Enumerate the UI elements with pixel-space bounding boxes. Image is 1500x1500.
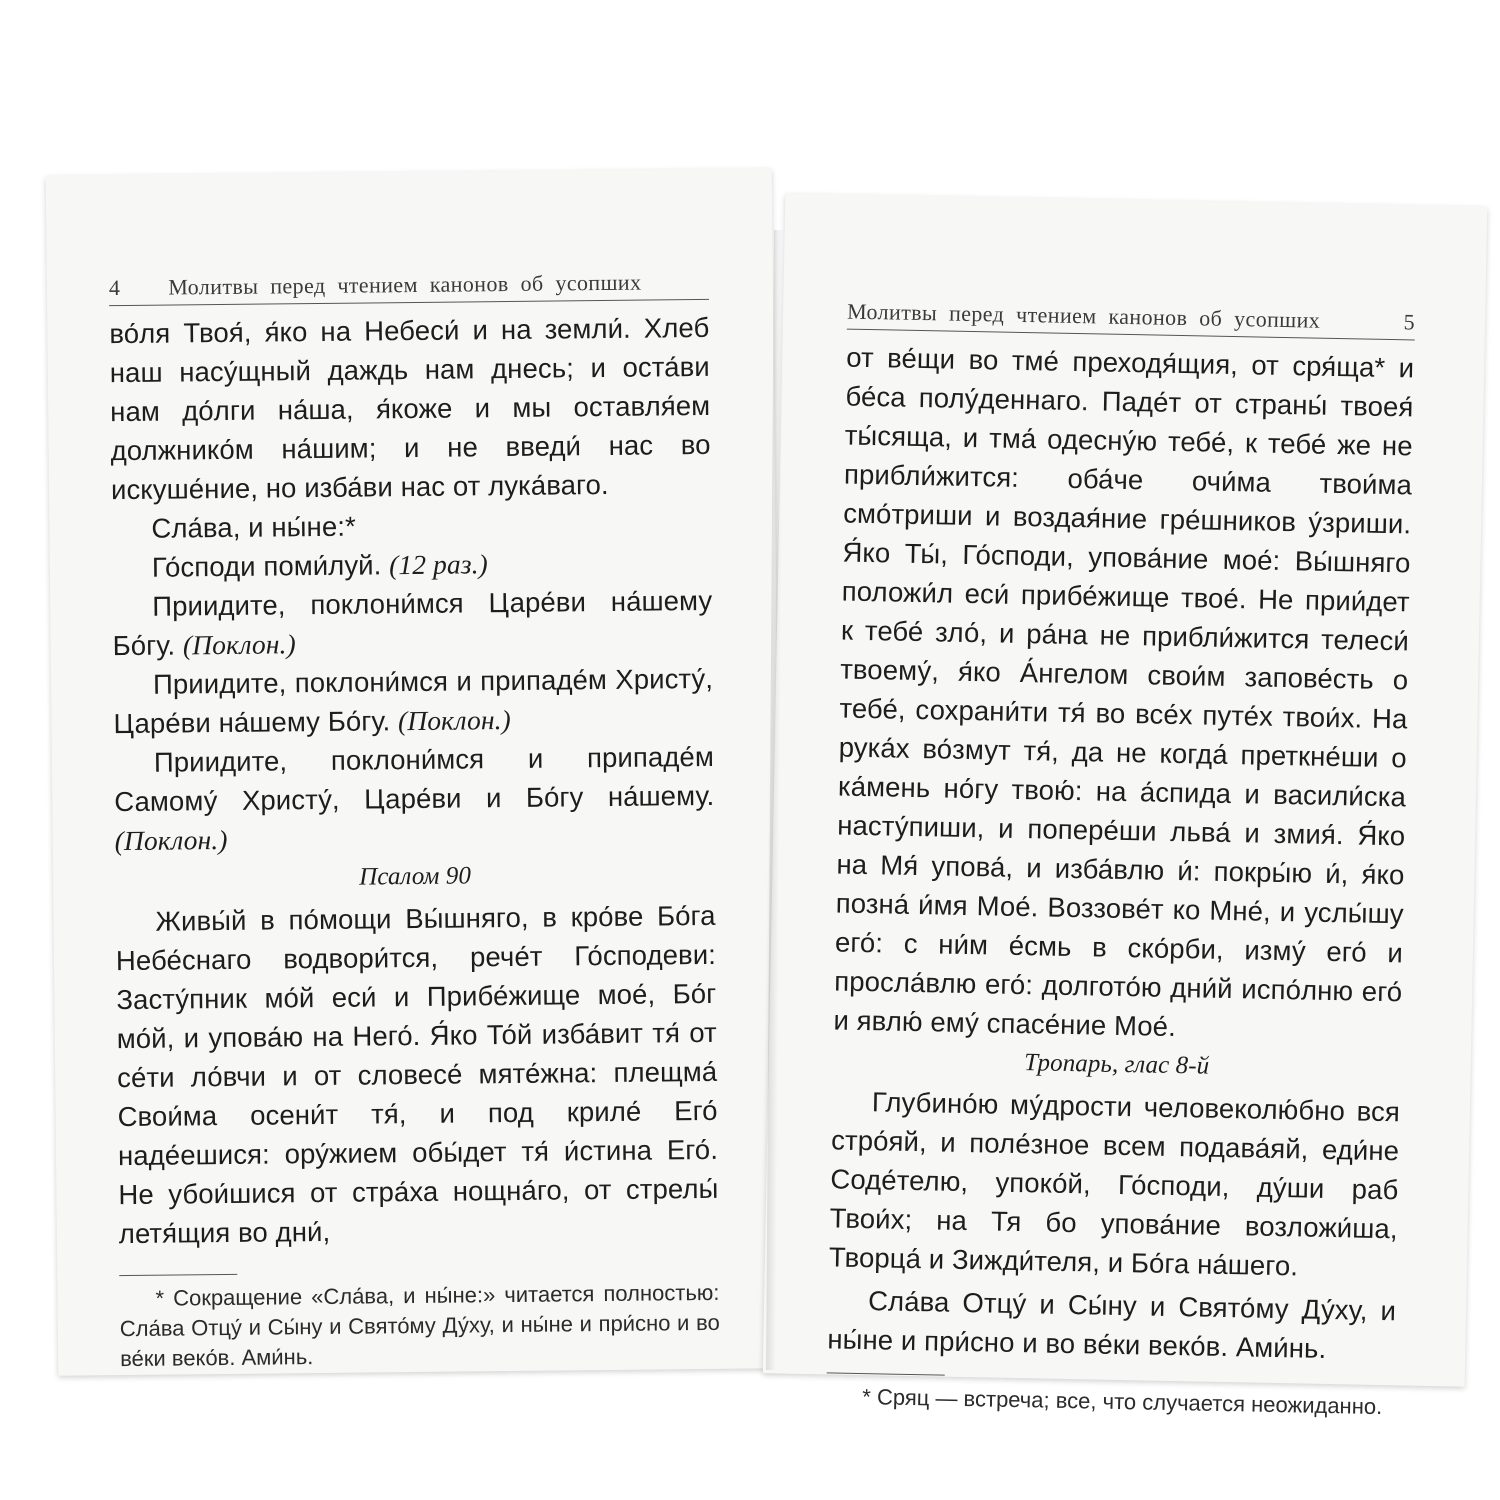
left-page — [46, 168, 785, 1376]
paragraph-text: Приидите, поклони́мся и припаде́м Самому́ Христу́, Царе́ви и Бо́гу на́шему. — [114, 740, 715, 818]
paragraph: Сла́ва Отцу́ и Сы́ну и Свято́му Ду́ху, и ны́не и при́сно и во ве́ки веко́в. Ами́нь. — [827, 1285, 1397, 1364]
paragraph — [111, 503, 711, 548]
running-head-left — [109, 269, 709, 306]
rubric-note: (Поклон.) — [182, 628, 296, 661]
page-number: 5 — [1403, 309, 1416, 335]
page-number: 4 — [108, 275, 121, 301]
section-heading: Псалом 90 — [359, 862, 472, 891]
paragraph-text: Приидите, поклони́мся и припаде́м Христу́, Царе́ви на́шему Бо́гу. — [113, 662, 714, 740]
right-page-body — [827, 338, 1414, 1370]
footnote: * Сокращение «Сла́ва, и ны́не:» читается полностью: Сла́ва Отцу́ и Сы́ну и Свято́му Ду́ху, и ны́не и при́сно и во ве́ки веко́в. Ами́нь. — [119, 1279, 720, 1372]
running-title: Молитвы перед чтением канонов об усопших — [846, 298, 1321, 333]
right-page — [763, 193, 1488, 1420]
paragraph: Живы́й в по́мощи Вы́шняго, в кро́ве Бо́га Небе́снаго водвори́тся, рече́т Го́сподеви: Засту́пник мо́й еси́ и Прибе́жище мое́, Бо́г мо́й, и упова́ю на Него́. Я́ко То́й изба́вит тя́ от се́ти ло́вчи и от словесе́ мяте́жна: плещма́ Свои́ма осени́т тя́, и под криле́ Его́ наде́ешися: ору́жием обы́дет тя́ и́стина Его́. Не убои́шися от стра́ха нощна́го, от стрелы́ летя́щия во дни́, — [115, 899, 719, 1250]
paragraph — [112, 581, 713, 665]
footnote-divider — [827, 1372, 945, 1375]
paragraph-text: Го́споди поми́луй. — [151, 549, 382, 583]
paragraph — [114, 737, 715, 860]
running-title: Молитвы перед чтением канонов об усопших — [168, 269, 642, 300]
footnote: * Сряц — встреча; все, что случается неожиданно. — [862, 1384, 1383, 1420]
paragraph: во́ля Твоя́, я́ко на Небеси́ и на земли́. Хлеб наш насу́щный даждь нам днесь; и оста́ви нам до́лги на́ша, я́коже и мы оставля́ем должнико́м на́шим; и не введи́ нас во искуше́ние, но изба́ви нас от лука́ваго. — [109, 311, 711, 506]
paragraph-text: Сла́ва, и ны́не:* — [151, 510, 356, 544]
section-heading: Тропарь, глас 8-й — [1023, 1049, 1210, 1080]
paragraph-text: Приидите, поклони́мся Царе́ви на́шему Бо́гу. — [112, 584, 713, 662]
paragraph: от ве́щи во тме́ преходя́щия, от сря́ща* и бе́са полу́деннаго. Паде́т от страны́ твоея́ ты́сяща, и тма́ одесну́ю тебе́, к тебе́ же не прибли́жится: оба́че очи́ма твои́ма смо́триши и воздая́ние гре́шников у́зриши. Я́ко Ты́, Го́споди, упова́ние мое́: Вы́шняго положи́л еси́ прибе́жище твое́. Не прии́дет к тебе́ зло́, и ра́на не прибли́жится телеси́ твоему́, я́ко А́нгелом свои́м запове́сть о тебе́, сохрани́ти тя́ во все́х путе́х твои́х. На рука́х во́змут тя́, да не когда́ преткне́ши о ка́мень но́гу твою́: на а́спида и васили́ска насту́пиши, и попере́ши льва́ и змия́. Я́ко на Мя́ упова́, и изба́влю и́: покры́ю и́, я́ко позна́ и́мя Мое́. Воззове́т ко Мне́, и услы́шу его́: с ни́м е́смь в ско́рби, изму́ его́ и просла́влю его́: долгото́ю дни́й испо́лню его́ и явлю́ ему́ спасе́ние Мое́. — [833, 341, 1415, 1043]
rubric-note: (Поклон.) — [397, 703, 512, 737]
rubric-note: (12 раз.) — [388, 548, 489, 581]
paragraph — [112, 542, 712, 587]
left-page-body — [109, 308, 719, 1253]
running-head-right — [847, 299, 1415, 341]
paragraph: Глубино́ю му́дрости человеколю́бно вся стро́яй, и поле́зное всем подава́яй, еди́не Соде́телю, упоко́й, Го́споди, ду́ши раб Твои́х; на Тя бо упова́ние возложи́ша, Творца́ и Зижди́теля, и Бо́га на́шего. — [828, 1086, 1401, 1282]
paragraph — [113, 659, 714, 743]
footnote-divider — [119, 1274, 237, 1276]
rubric-note: (Поклон.) — [114, 823, 228, 857]
